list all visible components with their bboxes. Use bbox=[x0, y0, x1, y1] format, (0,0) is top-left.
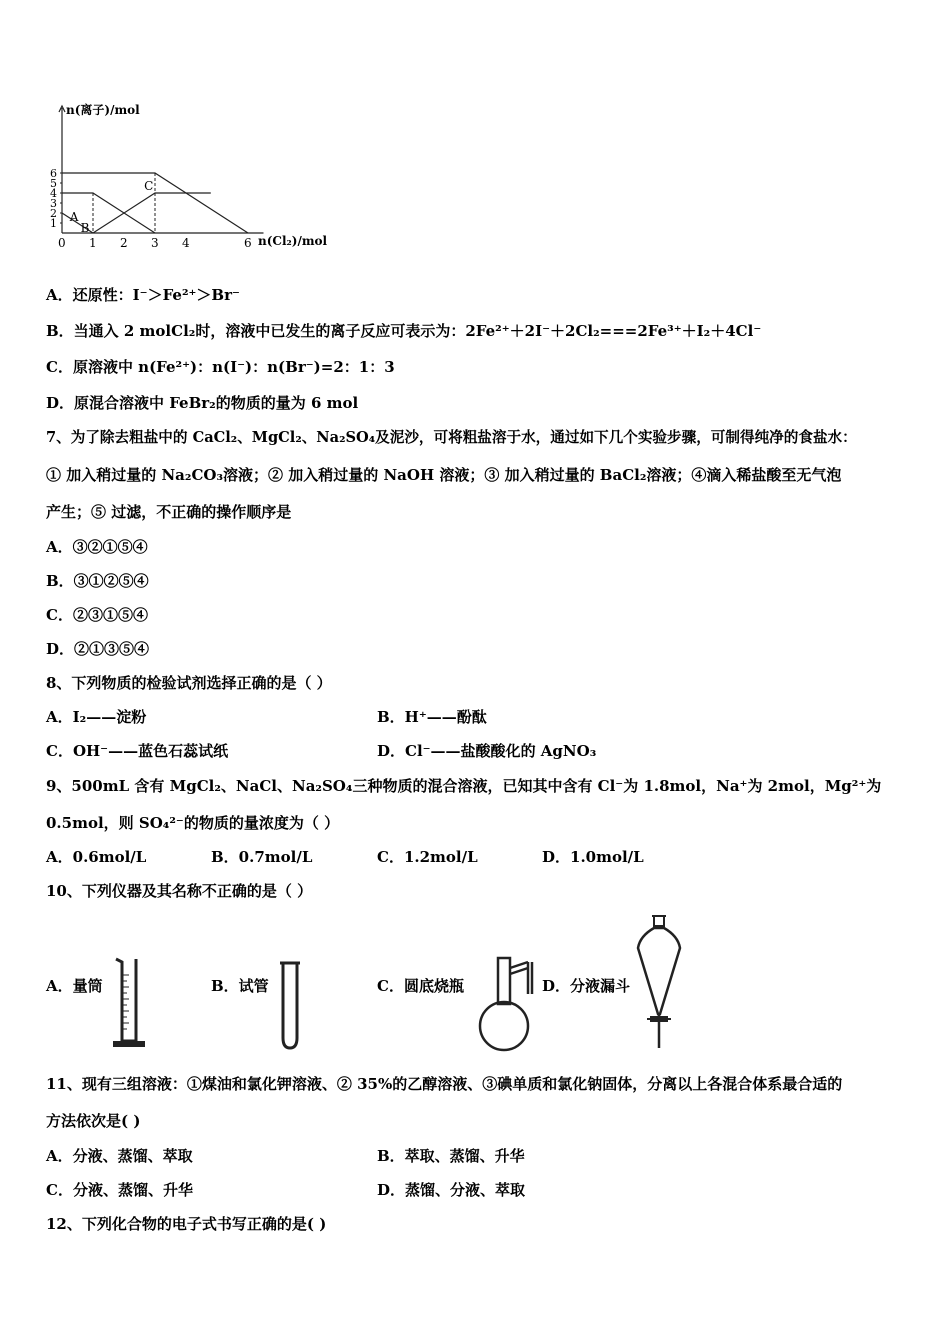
y-tick-label: 4 bbox=[50, 187, 57, 200]
q6-option-c: C．原溶液中 n(Fe²⁺)：n(I⁻)：n(Br⁻)=2：1：3 bbox=[46, 358, 395, 376]
x-tick-label: 0 bbox=[58, 236, 66, 250]
q7-stem-line2: ① 加入稍过量的 Na₂CO₃溶液；② 加入稍过量的 NaOH 溶液；③ 加入稍过量的 BaCl₂溶液；④滴入稀盐酸至无气泡 bbox=[46, 466, 842, 484]
q11-option-c: C．分液、蒸馏、升华 bbox=[46, 1181, 193, 1199]
separatory-funnel-icon bbox=[630, 908, 690, 1056]
q10-option-c: C．圆底烧瓶 bbox=[377, 977, 464, 995]
round-bottom-flask-icon bbox=[470, 950, 546, 1054]
q9-option-c: C．1.2mol/L bbox=[377, 848, 478, 866]
q6-option-a: A．还原性：I⁻＞Fe²⁺＞Br⁻ bbox=[46, 286, 240, 304]
q8-option-d: D．Cl⁻——盐酸酸化的 AgNO₃ bbox=[377, 742, 597, 760]
graduated-cylinder-icon bbox=[108, 955, 148, 1051]
x-tick-label: 2 bbox=[120, 236, 128, 250]
x-tick-label: 3 bbox=[151, 236, 159, 250]
x-tick-label: 4 bbox=[182, 236, 190, 250]
q7-stem-line1: 7、为了除去粗盐中的 CaCl₂、MgCl₂、Na₂SO₄及泥沙，可将粗盐溶于水，通过如下几个实验步骤，可制得纯净的食盐水： bbox=[46, 429, 857, 446]
test-tube-icon bbox=[276, 958, 304, 1052]
q9-option-b: B．0.7mol/L bbox=[211, 848, 313, 866]
series-line bbox=[93, 193, 211, 233]
q7-stem-line3: 产生；⑤ 过滤，不正确的操作顺序是 bbox=[46, 503, 292, 521]
ion-amount-chart bbox=[40, 96, 340, 261]
q10-stem: 10、下列仪器及其名称不正确的是（ ） bbox=[46, 882, 313, 900]
q11-stem-line1: 11、现有三组溶液：①煤油和氯化钾溶液、② 35%的乙醇溶液、③碘单质和氯化钠固体，分离以上各混合体系最合适的 bbox=[46, 1075, 843, 1093]
q8-stem: 8、下列物质的检验试剂选择正确的是（ ） bbox=[46, 674, 332, 692]
q9-option-a: A．0.6mol/L bbox=[46, 848, 147, 866]
q7-option-b: B．③①②⑤④ bbox=[46, 572, 149, 590]
q8-option-c: C．OH⁻——蓝色石蕊试纸 bbox=[46, 742, 229, 760]
q12-stem: 12、下列化合物的电子式书写正确的是( ) bbox=[46, 1215, 327, 1233]
q7-option-d: D．②①③⑤④ bbox=[46, 640, 150, 658]
q6-option-d: D．原混合溶液中 FeBr₂的物质的量为 6 mol bbox=[46, 394, 359, 412]
q6-option-b: B．当通入 2 molCl₂时，溶液中已发生的离子反应可表示为：2Fe²⁺＋2I⁻＋2Cl₂===2Fe³⁺＋I₂＋4Cl⁻ bbox=[46, 322, 762, 340]
q10-option-d: D．分液漏斗 bbox=[542, 977, 631, 995]
y-tick-label: 2 bbox=[50, 207, 57, 220]
q9-stem-line2: 0.5mol，则 SO₄²⁻的物质的量浓度为（ ） bbox=[46, 814, 340, 832]
q9-stem-line1: 9、500mL 含有 MgCl₂、NaCl、Na₂SO₄三种物质的混合溶液，已知其中含有 Cl⁻为 1.8mol，Na⁺为 2mol，Mg²⁺为 bbox=[46, 777, 882, 795]
q11-option-b: B．萃取、蒸馏、升华 bbox=[377, 1147, 525, 1165]
point-label: A bbox=[69, 210, 79, 224]
q7-option-a: A．③②①⑤④ bbox=[46, 538, 148, 556]
q11-option-a: A．分液、蒸馏、萃取 bbox=[46, 1147, 193, 1165]
x-axis-label: n(Cl₂)/mol bbox=[258, 234, 328, 248]
q11-option-d: D．蒸馏、分液、萃取 bbox=[377, 1181, 526, 1199]
y-axis-label: n(离子)/mol bbox=[66, 103, 140, 117]
point-label: C bbox=[144, 179, 154, 193]
y-tick-label: 5 bbox=[50, 177, 57, 190]
x-tick-label: 6 bbox=[244, 236, 252, 250]
q10-option-a: A．量筒 bbox=[46, 977, 103, 995]
q7-option-c: C．②③①⑤④ bbox=[46, 606, 148, 624]
y-tick-label: 6 bbox=[50, 167, 57, 180]
x-tick-label: 1 bbox=[89, 236, 97, 250]
point-label: B bbox=[80, 221, 90, 235]
q8-option-a: A．I₂——淀粉 bbox=[46, 708, 147, 726]
y-tick-label: 3 bbox=[50, 197, 57, 210]
y-tick-label: 1 bbox=[50, 217, 57, 230]
q11-stem-line2: 方法依次是( ) bbox=[46, 1112, 141, 1130]
q10-option-b: B．试管 bbox=[211, 977, 269, 995]
q9-option-d: D．1.0mol/L bbox=[542, 848, 644, 866]
q8-option-b: B．H⁺——酚酞 bbox=[377, 708, 487, 726]
